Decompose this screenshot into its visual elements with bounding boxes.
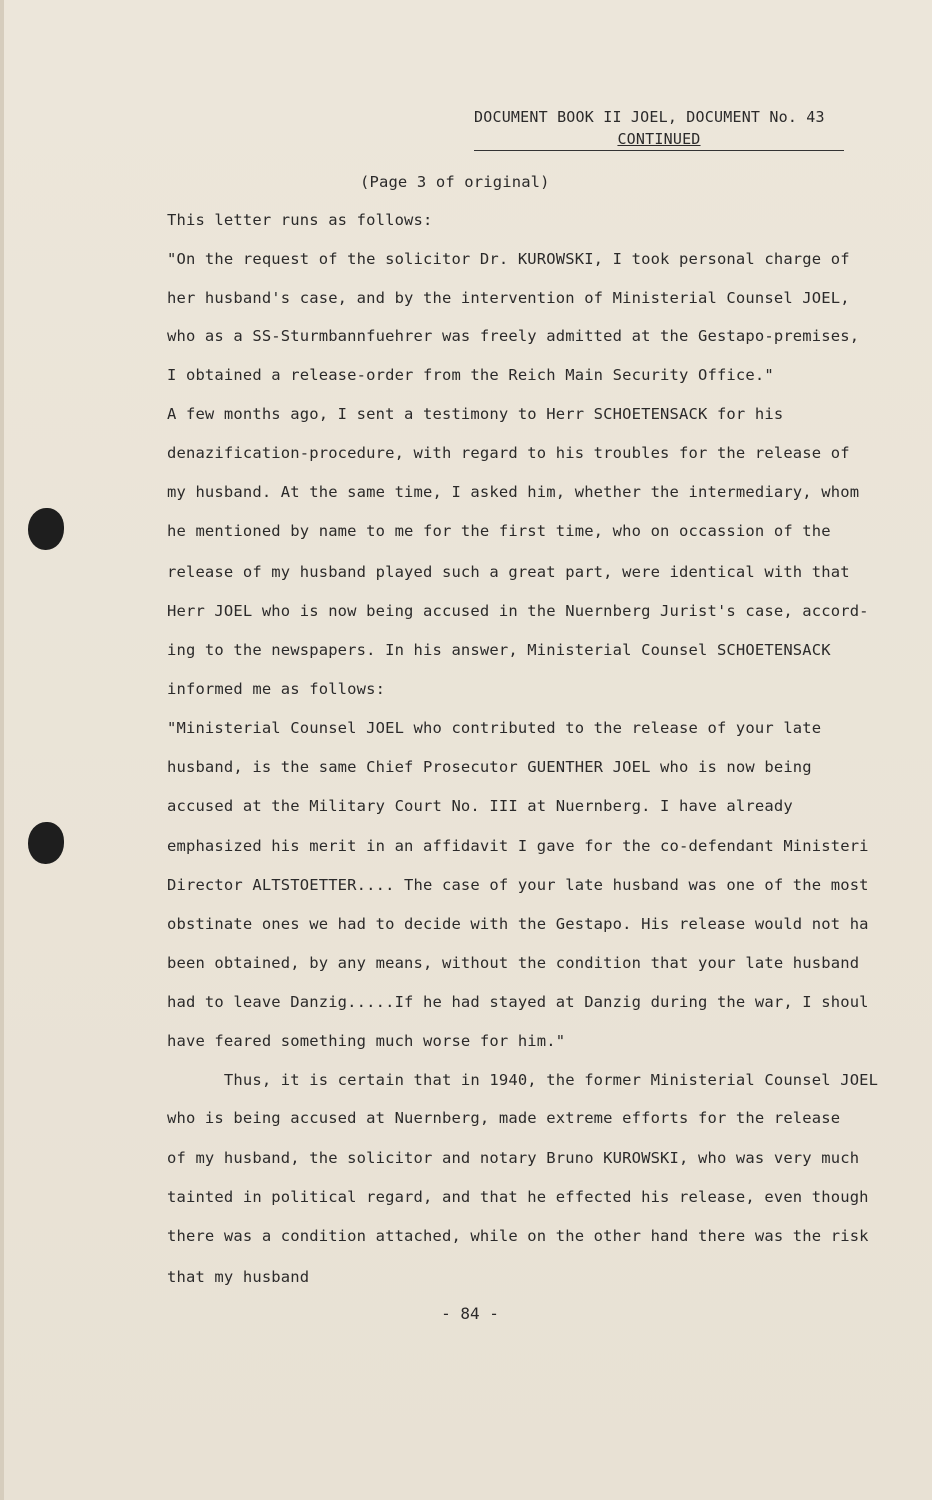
body-line: that my husband <box>167 1268 310 1286</box>
body-line: obstinate ones we had to decide with the Gestapo. His release would not ha <box>167 915 869 933</box>
body-line: been obtained, by any means, without the condition that your late husband <box>167 954 860 972</box>
body-line: "Ministerial Counsel JOEL who contributed to the release of your late <box>167 719 822 737</box>
body-line: "On the request of the solicitor Dr. KUROWSKI, I took personal charge of <box>167 250 850 268</box>
body-line: have feared something much worse for him." <box>167 1032 566 1050</box>
body-line: Herr JOEL who is now being accused in the Nuernberg Jurist's case, accord- <box>167 602 869 620</box>
body-line: tainted in political regard, and that he effected his release, even though <box>167 1188 869 1206</box>
body-line: release of my husband played such a great part, were identical with that <box>167 563 850 581</box>
body-line: he mentioned by name to me for the first time, who on occassion of the <box>167 522 831 540</box>
body-line: who as a SS-Sturmbannfuehrer was freely admitted at the Gestapo-premises, <box>167 327 860 345</box>
body-line: emphasized his merit in an affidavit I gave for the co-defendant Ministeri <box>167 837 869 855</box>
body-line: This letter runs as follows: <box>167 211 433 229</box>
body-line: my husband. At the same time, I asked him, whether the intermediary, whom <box>167 483 860 501</box>
body-text <box>167 0 892 1300</box>
continued-label: CONTINUED <box>617 130 701 148</box>
body-line: Thus, it is certain that in 1940, the former Ministerial Counsel JOEL <box>167 1071 879 1089</box>
body-line: ing to the newspapers. In his answer, Ministerial Counsel SCHOETENSACK <box>167 641 831 659</box>
body-line: had to leave Danzig.....If he had stayed at Danzig during the war, I shoul <box>167 993 869 1011</box>
punch-hole <box>28 508 64 550</box>
body-line: I obtained a release-order from the Reich Main Security Office." <box>167 366 774 384</box>
body-line: A few months ago, I sent a testimony to Herr SCHOETENSACK for his <box>167 405 784 423</box>
body-line: accused at the Military Court No. III at Nuernberg. I have already <box>167 797 793 815</box>
body-line: Director ALTSTOETTER.... The case of your late husband was one of the most <box>167 876 869 894</box>
body-line: there was a condition attached, while on the other hand there was the risk <box>167 1227 869 1245</box>
page-of-original: (Page 3 of original) <box>360 173 550 191</box>
body-line: husband, is the same Chief Prosecutor GUENTHER JOEL who is now being <box>167 758 812 776</box>
page-number: - 84 - <box>441 1304 499 1323</box>
body-line: who is being accused at Nuernberg, made extreme efforts for the release <box>167 1109 841 1127</box>
punch-hole <box>28 822 64 864</box>
body-line: informed me as follows: <box>167 680 386 698</box>
body-line: of my husband, the solicitor and notary Bruno KUROWSKI, who was very much <box>167 1149 860 1167</box>
body-line: denazification-procedure, with regard to his troubles for the release of <box>167 444 850 462</box>
header-title: DOCUMENT BOOK II JOEL, DOCUMENT No. 43 <box>474 108 825 126</box>
body-line: her husband's case, and by the intervention of Ministerial Counsel JOEL, <box>167 289 850 307</box>
